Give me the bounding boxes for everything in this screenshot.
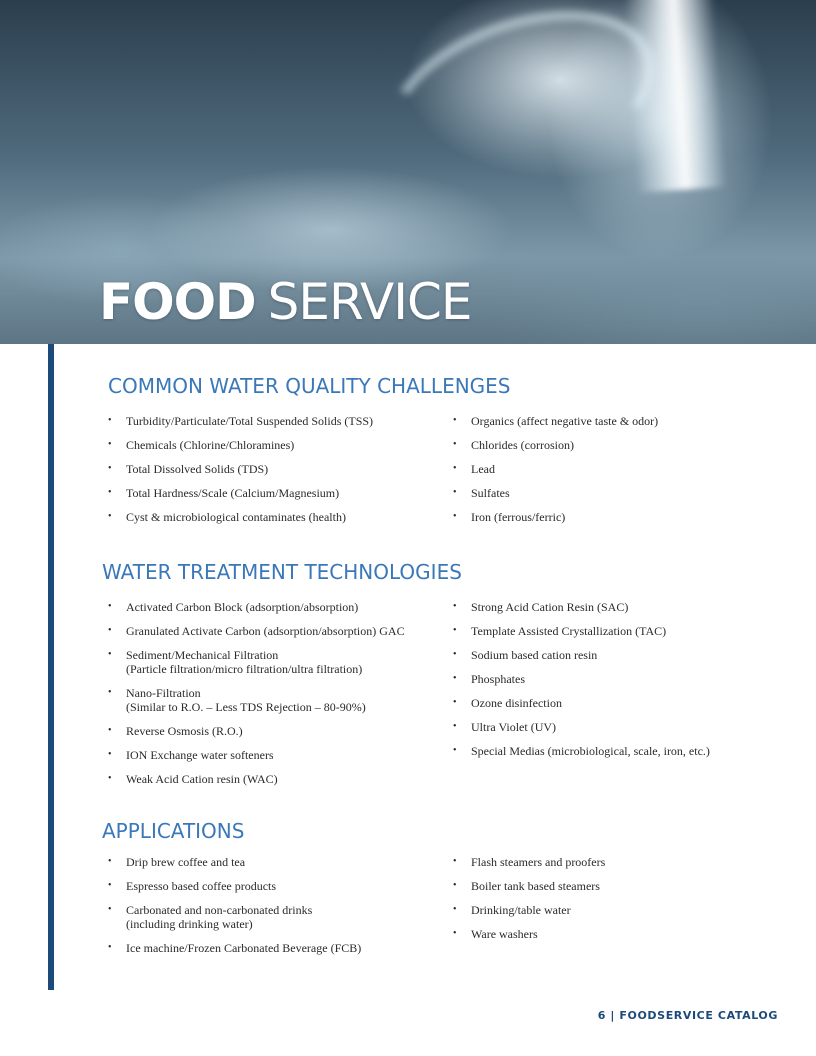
list-item-text: • Sulfates — [471, 486, 510, 500]
list-item — [102, 724, 442, 738]
list-item-text: • Phosphates — [471, 672, 525, 686]
list-item — [447, 855, 777, 869]
list-item — [447, 672, 787, 686]
list-item — [447, 696, 787, 710]
list-item — [102, 686, 442, 714]
list-item — [102, 903, 442, 931]
challenges-list-left — [102, 414, 442, 534]
list-item — [447, 903, 777, 917]
list-item-text: • ION Exchange water softeners — [126, 748, 274, 762]
applications-list-left — [102, 855, 442, 965]
list-item-text: • Sodium based cation resin — [471, 648, 598, 662]
list-item-text: • Activated Carbon Block (adsorption/absorption) — [126, 600, 359, 614]
list-item — [447, 879, 777, 893]
list-item — [102, 941, 442, 955]
list-item-text: • Lead — [471, 462, 495, 476]
page-title — [99, 270, 471, 334]
list-item-text: • Ultra Violet (UV) — [471, 720, 557, 734]
page-footer: 6 | FOODSERVICE CATALOG — [597, 1009, 778, 1022]
list-item-text: • Flash steamers and proofers — [471, 855, 606, 869]
applications-list-right — [447, 855, 777, 951]
list-item — [102, 438, 442, 452]
list-item-text: • Ware washers — [471, 927, 538, 941]
list-item — [102, 648, 442, 676]
list-item-text: • Sediment/Mechanical Filtration — [126, 648, 279, 662]
list-item — [447, 462, 777, 476]
list-item-text: • Chemicals (Chlorine/Chloramines) — [126, 438, 295, 452]
list-item-text: • Nano-Filtration — [126, 686, 201, 700]
list-item — [447, 486, 777, 500]
list-item-text: • Ice machine/Frozen Carbonated Beverage (FCB) — [126, 941, 362, 955]
hero-water-image — [0, 0, 816, 344]
list-item — [447, 720, 787, 734]
accent-bar — [48, 344, 54, 990]
list-item-text: • Weak Acid Cation resin (WAC) — [126, 772, 278, 786]
list-item-text: • Organics (affect negative taste & odor) — [471, 414, 659, 428]
list-item — [447, 624, 787, 638]
list-item-text: • Espresso based coffee products — [126, 879, 277, 893]
list-item — [102, 414, 442, 428]
list-item — [447, 414, 777, 428]
list-item-text: • Turbidity/Particulate/Total Suspended Solids (TSS) — [126, 414, 374, 428]
list-item — [102, 510, 442, 524]
list-item — [102, 624, 442, 638]
list-item — [447, 510, 777, 524]
list-item-text: • Special Medias (microbiological, scale, iron, etc.) — [471, 744, 710, 758]
list-item — [447, 438, 777, 452]
list-item-text: • Reverse Osmosis (R.O.) — [126, 724, 243, 738]
page-title-light: SERVICE — [267, 273, 472, 331]
list-item — [102, 772, 442, 786]
list-item-text: • Cyst & microbiological contaminates (health) — [126, 510, 346, 524]
list-item — [102, 600, 442, 614]
list-item — [102, 462, 442, 476]
list-item-text: • Total Hardness/Scale (Calcium/Magnesium) — [126, 486, 340, 500]
list-item — [447, 648, 787, 662]
hero-water-splash — [361, 0, 679, 223]
list-item-subtext: (Particle filtration/micro filtration/ultra filtration) — [126, 662, 363, 676]
list-item-text: • Granulated Activate Carbon (adsorption/absorption) GAC — [126, 624, 405, 638]
list-item — [447, 927, 777, 941]
technologies-heading: WATER TREATMENT TECHNOLOGIES — [102, 560, 462, 584]
list-item-text: • Template Assisted Crystallization (TAC) — [471, 624, 667, 638]
list-item — [102, 879, 442, 893]
list-item — [447, 744, 787, 758]
technologies-list-left — [102, 600, 442, 796]
list-item-text: • Iron (ferrous/ferric) — [471, 510, 566, 524]
list-item — [102, 748, 442, 762]
challenges-list-right — [447, 414, 777, 534]
list-item-text: • Total Dissolved Solids (TDS) — [126, 462, 269, 476]
list-item-subtext: (Similar to R.O. – Less TDS Rejection – 80-90%) — [126, 700, 366, 714]
applications-heading: APPLICATIONS — [102, 819, 245, 843]
page-title-bold: FOOD — [99, 273, 256, 331]
list-item-text: • Drip brew coffee and tea — [126, 855, 246, 869]
list-item-text: • Strong Acid Cation Resin (SAC) — [471, 600, 629, 614]
list-item — [102, 855, 442, 869]
technologies-list-right — [447, 600, 787, 768]
challenges-heading: COMMON WATER QUALITY CHALLENGES — [108, 374, 511, 398]
list-item-text: • Boiler tank based steamers — [471, 879, 600, 893]
list-item-text: • Chlorides (corrosion) — [471, 438, 574, 452]
list-item-text: • Ozone disinfection — [471, 696, 562, 710]
list-item-subtext: (including drinking water) — [126, 917, 253, 931]
list-item — [102, 486, 442, 500]
list-item-text: • Carbonated and non-carbonated drinks — [126, 903, 313, 917]
list-item-text: • Drinking/table water — [471, 903, 571, 917]
list-item — [447, 600, 787, 614]
